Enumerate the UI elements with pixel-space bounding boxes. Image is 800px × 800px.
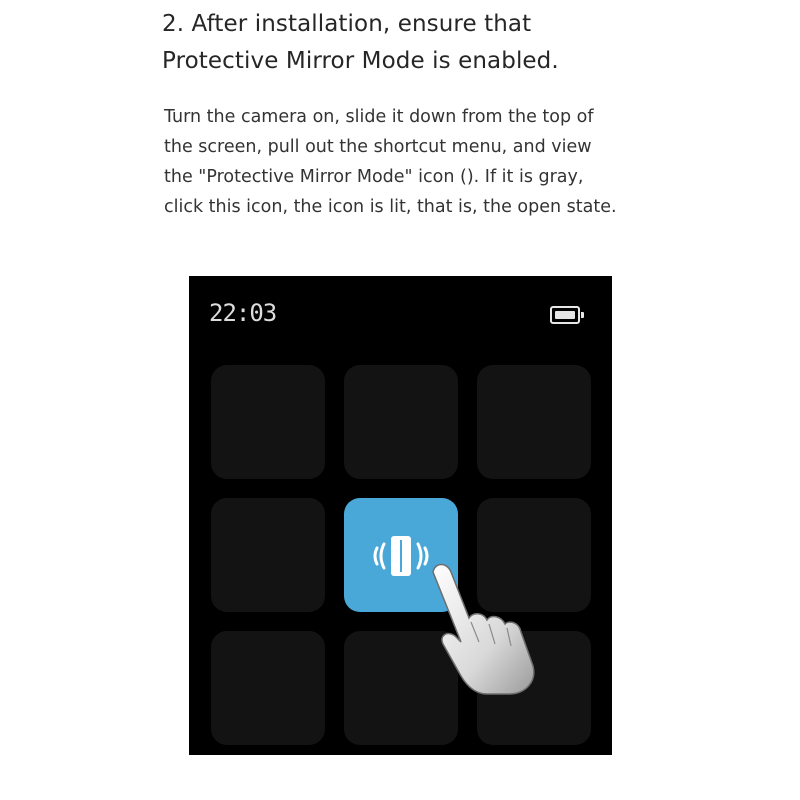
battery-full-icon: [550, 306, 580, 324]
tile-2[interactable]: [344, 365, 458, 479]
step-heading: [162, 6, 762, 80]
tile-7[interactable]: [211, 631, 325, 745]
status-clock: 22:03: [209, 299, 277, 327]
tile-4[interactable]: [211, 498, 325, 612]
tile-1[interactable]: [211, 365, 325, 479]
tile-3[interactable]: [477, 365, 591, 479]
instruction-text: [164, 102, 764, 222]
device-screen: [189, 276, 612, 755]
heading-line-2: Protective Mirror Mode is enabled.: [162, 48, 559, 74]
pointing-hand-icon: [421, 556, 551, 696]
instruction-line-4: click this icon, the icon is lit, that is, the open state.: [164, 197, 617, 217]
instruction-line-2: the screen, pull out the shortcut menu, and view: [164, 137, 592, 157]
heading-line-1: 2. After installation, ensure that: [162, 11, 532, 37]
instruction-line-1: Turn the camera on, slide it down from the top of: [164, 107, 594, 127]
instruction-line-3: the "Protective Mirror Mode" icon (). If it is gray,: [164, 167, 584, 187]
